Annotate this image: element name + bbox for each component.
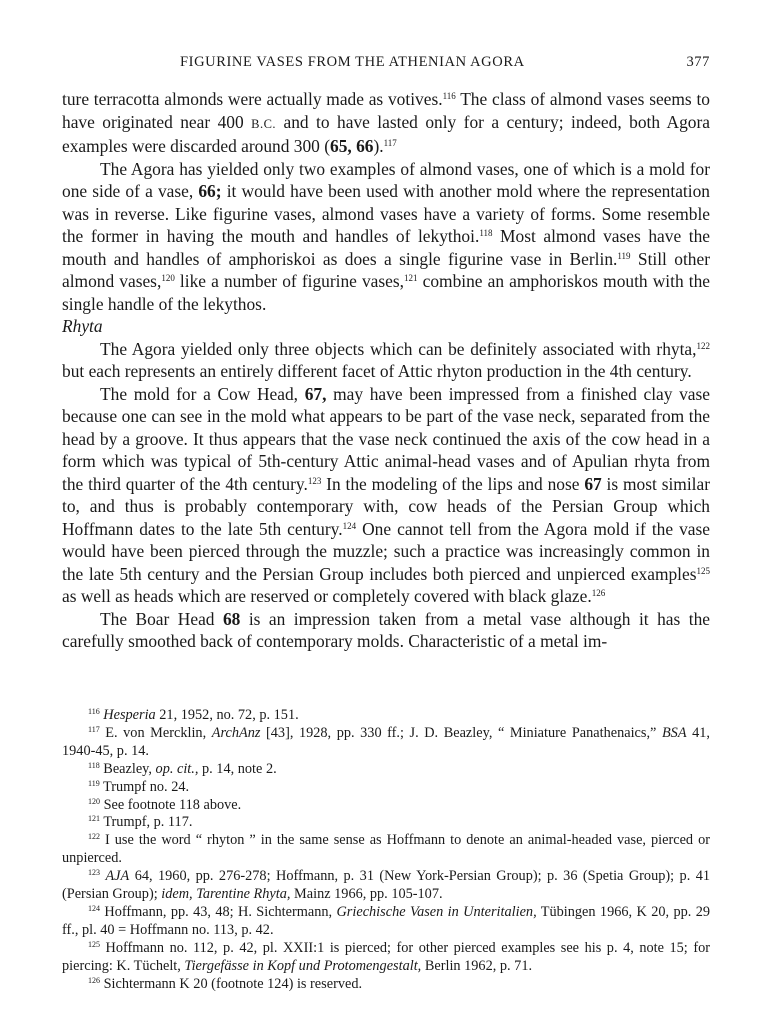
footnote-number: 116 <box>88 707 100 716</box>
footnote-number: 117 <box>88 724 100 734</box>
catalogue-ref-65-66: 65, 66 <box>330 136 374 156</box>
text-run: ture terracotta almonds were actually made as votives. <box>62 89 443 109</box>
footnote-126 <box>62 976 710 994</box>
footnote-number: 119 <box>88 778 100 788</box>
footnote-number: 121 <box>88 814 100 824</box>
text-run: The class of almond vases seems to have originated near 400 <box>62 89 710 132</box>
text-run: is an impression taken from a metal vase although it has the carefully smoothed back of contemporary molds. Characteristic of a metal im- <box>62 608 711 651</box>
catalogue-ref-66: 66; <box>198 181 222 201</box>
section-heading-rhyta: Rhyta <box>62 316 103 336</box>
text-run: Still other almond vases, <box>62 248 710 291</box>
text-run: Tübingen 1966, K 20, pp. 29 ff., pl. 40 = Hoffmann no. 113, p. 42. <box>62 903 710 938</box>
footnotes <box>62 707 710 994</box>
paragraph-almond-votives <box>62 88 710 158</box>
text-run: 21, 1952, no. 72, p. 151. <box>155 707 299 723</box>
text-run: Sichtermann K 20 (footnote 124) is reserved. <box>100 975 363 992</box>
italic-run: Hesperia <box>103 707 156 723</box>
text-run: p. 14, note 2. <box>198 760 277 777</box>
text-run: E. von Mercklin, <box>99 724 212 741</box>
footnote-118 <box>62 761 710 779</box>
text-run: The Boar Head <box>100 608 223 629</box>
text-run: See footnote 118 above. <box>100 796 242 813</box>
italic-run: op. cit., <box>155 760 199 777</box>
text-run: as well as heads which are reserved or completely covered with black glaze. <box>62 586 592 606</box>
italic-run: idem, Tarentine Rhyta, <box>161 886 291 903</box>
text-run: 64, 1960, pp. 276-278; Hoffmann, p. 31 (New York-Persian Group); p. 36 (Spetia Group); p. 41 (Persian Group); <box>62 868 711 903</box>
text-run: Beazley, <box>99 760 156 777</box>
text-run: Berlin 1962, p. 71. <box>421 957 533 974</box>
paragraph-boar-head <box>62 608 710 653</box>
footnote-ref-124: 124 <box>342 520 357 531</box>
running-header <box>62 54 710 76</box>
footnote-number: 124 <box>88 903 100 913</box>
italic-run: Griechische Vasen in Unteritalien, <box>336 903 537 920</box>
paragraph-rhyta-intro <box>62 338 710 383</box>
footnote-ref-119: 119 <box>617 250 631 261</box>
footnote-121 <box>62 814 710 832</box>
footnote-124 <box>62 904 710 940</box>
text-run: like a number of figurine vases, <box>174 271 405 291</box>
footnote-number: 125 <box>88 939 100 949</box>
text-run: and to have lasted only for a century; indeed, both Agora examples were discarded around 300 ( <box>62 111 710 156</box>
footnote-ref-126: 126 <box>591 588 606 598</box>
footnote-number: 120 <box>88 796 100 806</box>
text-run: Mainz 1966, pp. 105-107. <box>290 886 443 903</box>
text-run: In the modeling of the lips and nose <box>321 473 585 494</box>
footnote-number: 126 <box>88 975 100 985</box>
page-number: 377 <box>686 54 710 70</box>
text-run: [43], 1928, pp. 330 ff.; J. D. Beazley, “ Miniature Panathenaics,” <box>260 724 662 741</box>
text-run: Hoffmann, pp. 43, 48; H. Sichtermann, <box>100 903 337 920</box>
footnote-ref-122: 122 <box>696 340 710 351</box>
text-run: combine an amphoriskos mouth with the single handle of the lekythos. <box>62 271 711 314</box>
footnote-123 <box>62 868 710 904</box>
footnote-ref-116: 116 <box>442 91 456 101</box>
text-run: Trumpf no. 24. <box>99 778 190 795</box>
footnote-ref-121: 121 <box>404 273 418 283</box>
footnote-number: 123 <box>88 868 100 878</box>
footnote-122 <box>62 832 710 868</box>
footnote-125 <box>62 940 710 976</box>
catalogue-ref-67: 67, <box>304 383 327 404</box>
small-caps-bc: B.C. <box>251 116 277 131</box>
footnote-120 <box>62 797 710 815</box>
footnote-117 <box>62 725 710 761</box>
paragraph-almond-vases <box>62 158 710 316</box>
text-run: The mold for a Cow Head, <box>100 383 305 404</box>
catalogue-ref-67: 67 <box>584 473 602 494</box>
text-run: may have been impressed from a finished clay vase because one can see in the mold what appears to be part of the vase neck, separated from the head by a groove. It thus appears that the vase neck continued the axis of the cow head in a form which was typical of 5th-century Attic animal-head vases and of Apulian rhyta from the third quarter of the 4th century. <box>62 383 711 494</box>
italic-run: Tiergefässe in Kopf und Protomengestalt, <box>184 957 422 974</box>
italic-run: AJA <box>105 868 130 885</box>
text-run: One cannot tell from the Agora mold if the vase would have been pierced through the muzzle; such a practice was increasingly common in the late 5th century and the Persian Group includes both pierced and unpierced examples <box>62 518 711 584</box>
text-run: Most almond vases have the mouth and handles of amphoriskoi as does a single figurine vase in Berlin. <box>62 226 710 269</box>
text-run: it would have been used with another mold where the representation was in reverse. Like figurine vases, almond vases have a variety of forms. Some resemble the former in having the mouth and handles of lekythoi. <box>62 181 710 246</box>
text-run: but each represents an entirely different facet of Attic rhyton production in the 4th century. <box>62 361 692 381</box>
text-run: Trumpf, p. 117. <box>100 814 193 831</box>
italic-run: BSA <box>661 724 687 741</box>
footnote-number: 118 <box>88 760 100 770</box>
text-run: ). <box>373 136 384 156</box>
footnote-ref-125: 125 <box>696 565 710 576</box>
text-run: Hoffmann no. 112, p. 42, pl. XXII:1 is pierced; for other pierced examples see his p. 4, note 15; for piercing: K. Tüchelt, <box>62 939 710 974</box>
footnote-ref-120: 120 <box>161 273 175 283</box>
text-run: 41, 1940-45, p. 14. <box>62 724 711 759</box>
running-title: FIGURINE VASES FROM THE ATHENIAN AGORA <box>180 54 525 70</box>
footnote-119 <box>62 779 710 797</box>
footnote-116 <box>62 707 710 725</box>
footnote-ref-117: 117 <box>383 138 397 148</box>
footnote-ref-118: 118 <box>479 228 493 238</box>
footnote-ref-123: 123 <box>307 475 322 486</box>
footnote-number: 122 <box>88 832 100 842</box>
text-run: The Agora has yielded only two examples of almond vases, one of which is a mold for one side of a vase, <box>62 158 710 201</box>
text-run: I use the word “ rhyton ” in the same sense as Hoffmann to denote an animal-headed vase, pierced or unpierced. <box>62 832 710 867</box>
catalogue-ref-68: 68 <box>222 608 241 629</box>
text-run: is most similar to, and thus is probably contemporary with, cow heads of the Persian Group which Hoffmann dates to the late 5th century. <box>62 473 710 539</box>
italic-run: ArchAnz <box>211 724 261 741</box>
main-text <box>62 88 710 653</box>
text-run: The Agora yielded only three objects which can be definitely associated with rhyta, <box>100 338 697 359</box>
paragraph-cow-head <box>62 383 710 608</box>
